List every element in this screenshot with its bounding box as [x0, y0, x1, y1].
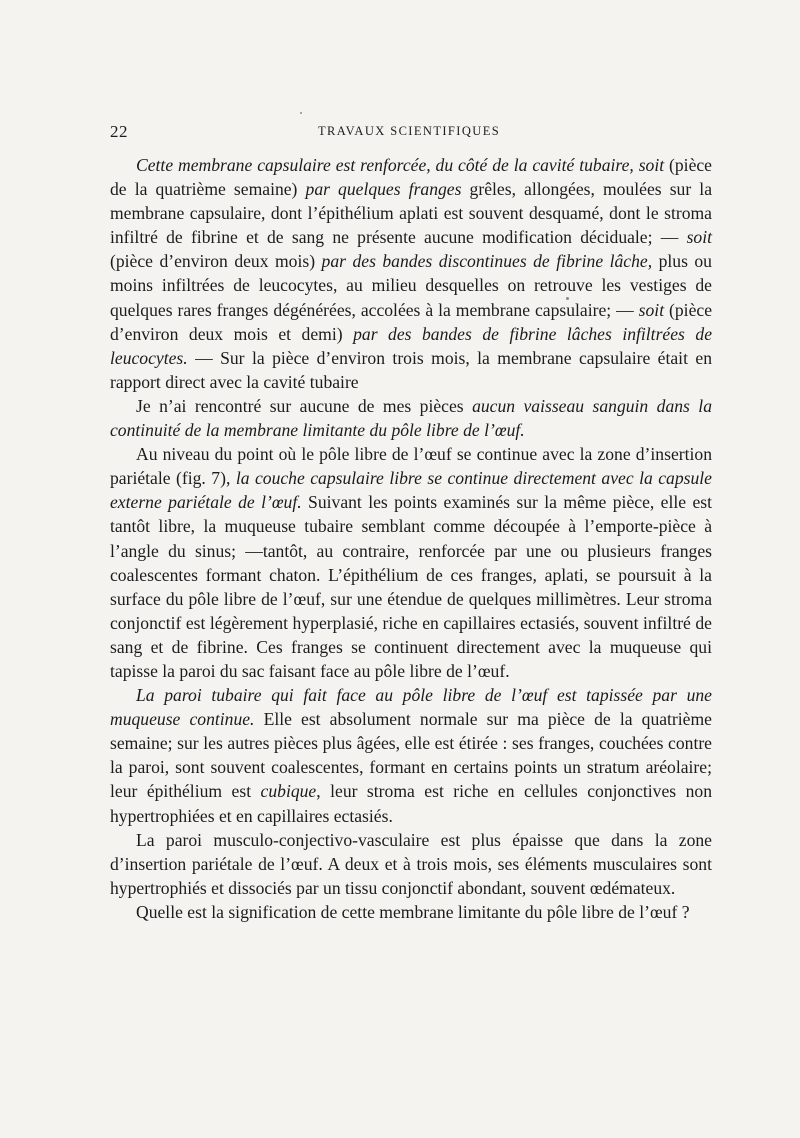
text-run: Je n’ai rencontré sur aucune de mes pièces: [136, 395, 473, 416]
text-run: — Sur la pièce d’environ trois mois, la membrane capsulaire était en rapport direct avec la cavité tubaire: [110, 347, 712, 392]
text-run: plus ou moins infiltrées de leucocytes, au milieu desquelles on retrouve les vestiges de quelques rares franges dégénérées, accolées à la membrane capsulaire; —: [110, 251, 712, 320]
italic-text-run: par quelques franges: [305, 179, 462, 200]
text-run: (pièce de la quatrième semaine): [110, 155, 712, 200]
text-run: (pièce d’environ deux mois et demi): [110, 299, 712, 344]
italic-text-run: La paroi tubaire qui fait face au pôle libre de l’œuf est tapissée par une muqueuse continue.: [110, 685, 712, 730]
italic-text-run: par des bandes discontinues de fibrine lâche,: [321, 251, 653, 272]
text-run: (pièce d’environ deux mois): [110, 251, 322, 272]
paragraph: [110, 828, 712, 900]
text-run: Quelle est la signification de cette membrane limitante du pôle libre de l’œuf ?: [136, 901, 690, 922]
italic-text-run: Cette membrane capsulaire est renforcée, du côté de la cavité tubaire,: [136, 155, 634, 175]
page-number: 22: [110, 122, 128, 141]
text-run: Suivant les points examinés sur la même pièce, elle est tantôt libre, la muqueuse tubaire semblant comme découpée à l’emporte-pièce à l’angle du sinus; —tantôt, au contraire, renforcée par une ou plusieurs franges coalescentes formant chaton. L’épithélium de ces franges, aplati, se poursuit à la surface du pôle libre de l’œuf, sur une étendue de quelques millimètres. Leur stroma conjonctif est légèrement hyperplasié, riche en capillaires ectasiés, souvent infiltré de sang et de fibrine. Ces franges se continuent directement avec la muqueuse qui tapisse la paroi du sac faisant face au pôle libre de l’œuf.: [110, 492, 712, 681]
italic-text-run: cubique: [260, 781, 317, 802]
italic-text-run: soit: [686, 227, 712, 248]
paragraph: [110, 442, 712, 683]
text-run: La paroi musculo-conjectivo-vasculaire est plus épaisse que dans la zone d’insertion pariétale de l’œuf. A deux et à trois mois, ses éléments musculaires sont hypertrophiés et dissociés par un tissu conjonctif abondant, souvent œdémateux.: [110, 829, 712, 898]
page-header: [110, 122, 712, 142]
body-text: [110, 153, 712, 924]
scan-speck: [300, 112, 302, 114]
italic-text-run: soit: [638, 155, 665, 175]
paragraph: [110, 394, 712, 442]
text-run: , leur stroma est riche en cellules conjonctives non hypertrophiées et en capillaires ectasiés.: [110, 781, 712, 826]
paragraph: [110, 153, 712, 394]
running-head: TRAVAUX SCIENTIFIQUES: [318, 124, 501, 138]
text-run: Elle est absolument normale sur ma pièce de la quatrième semaine; sur les autres pièces plus âgées, elle est étirée : ses franges, couchées contre la paroi, sont souvent coalescentes, formant en certains points un stratum aréolaire; leur épithélium est: [110, 709, 712, 802]
paragraph: [110, 683, 712, 828]
italic-text-run: aucun vaisseau sanguin dans la continuité de la membrane limitante du pôle libre de l’œuf.: [110, 395, 712, 441]
text-run: Au niveau du point où le pôle libre de l’œuf se continue avec la zone d’insertion pariétale (fig. 7),: [110, 444, 712, 489]
text-run: grêles, allongées, moulées sur la membrane capsulaire, dont l’épithélium aplati est souvent desquamé, dont le stroma infiltré de fibrine et de sang ne présente aucune modification déciduale; —: [110, 179, 712, 248]
italic-text-run: la couche capsulaire libre se continue directement avec la capsule externe pariétale de l’œuf.: [110, 468, 712, 513]
paragraph: [110, 900, 712, 924]
scan-speck: [566, 297, 569, 300]
italic-text-run: soit: [638, 299, 665, 320]
italic-text-run: par des bandes de fibrine lâches infiltrées de leucocytes.: [110, 323, 712, 368]
